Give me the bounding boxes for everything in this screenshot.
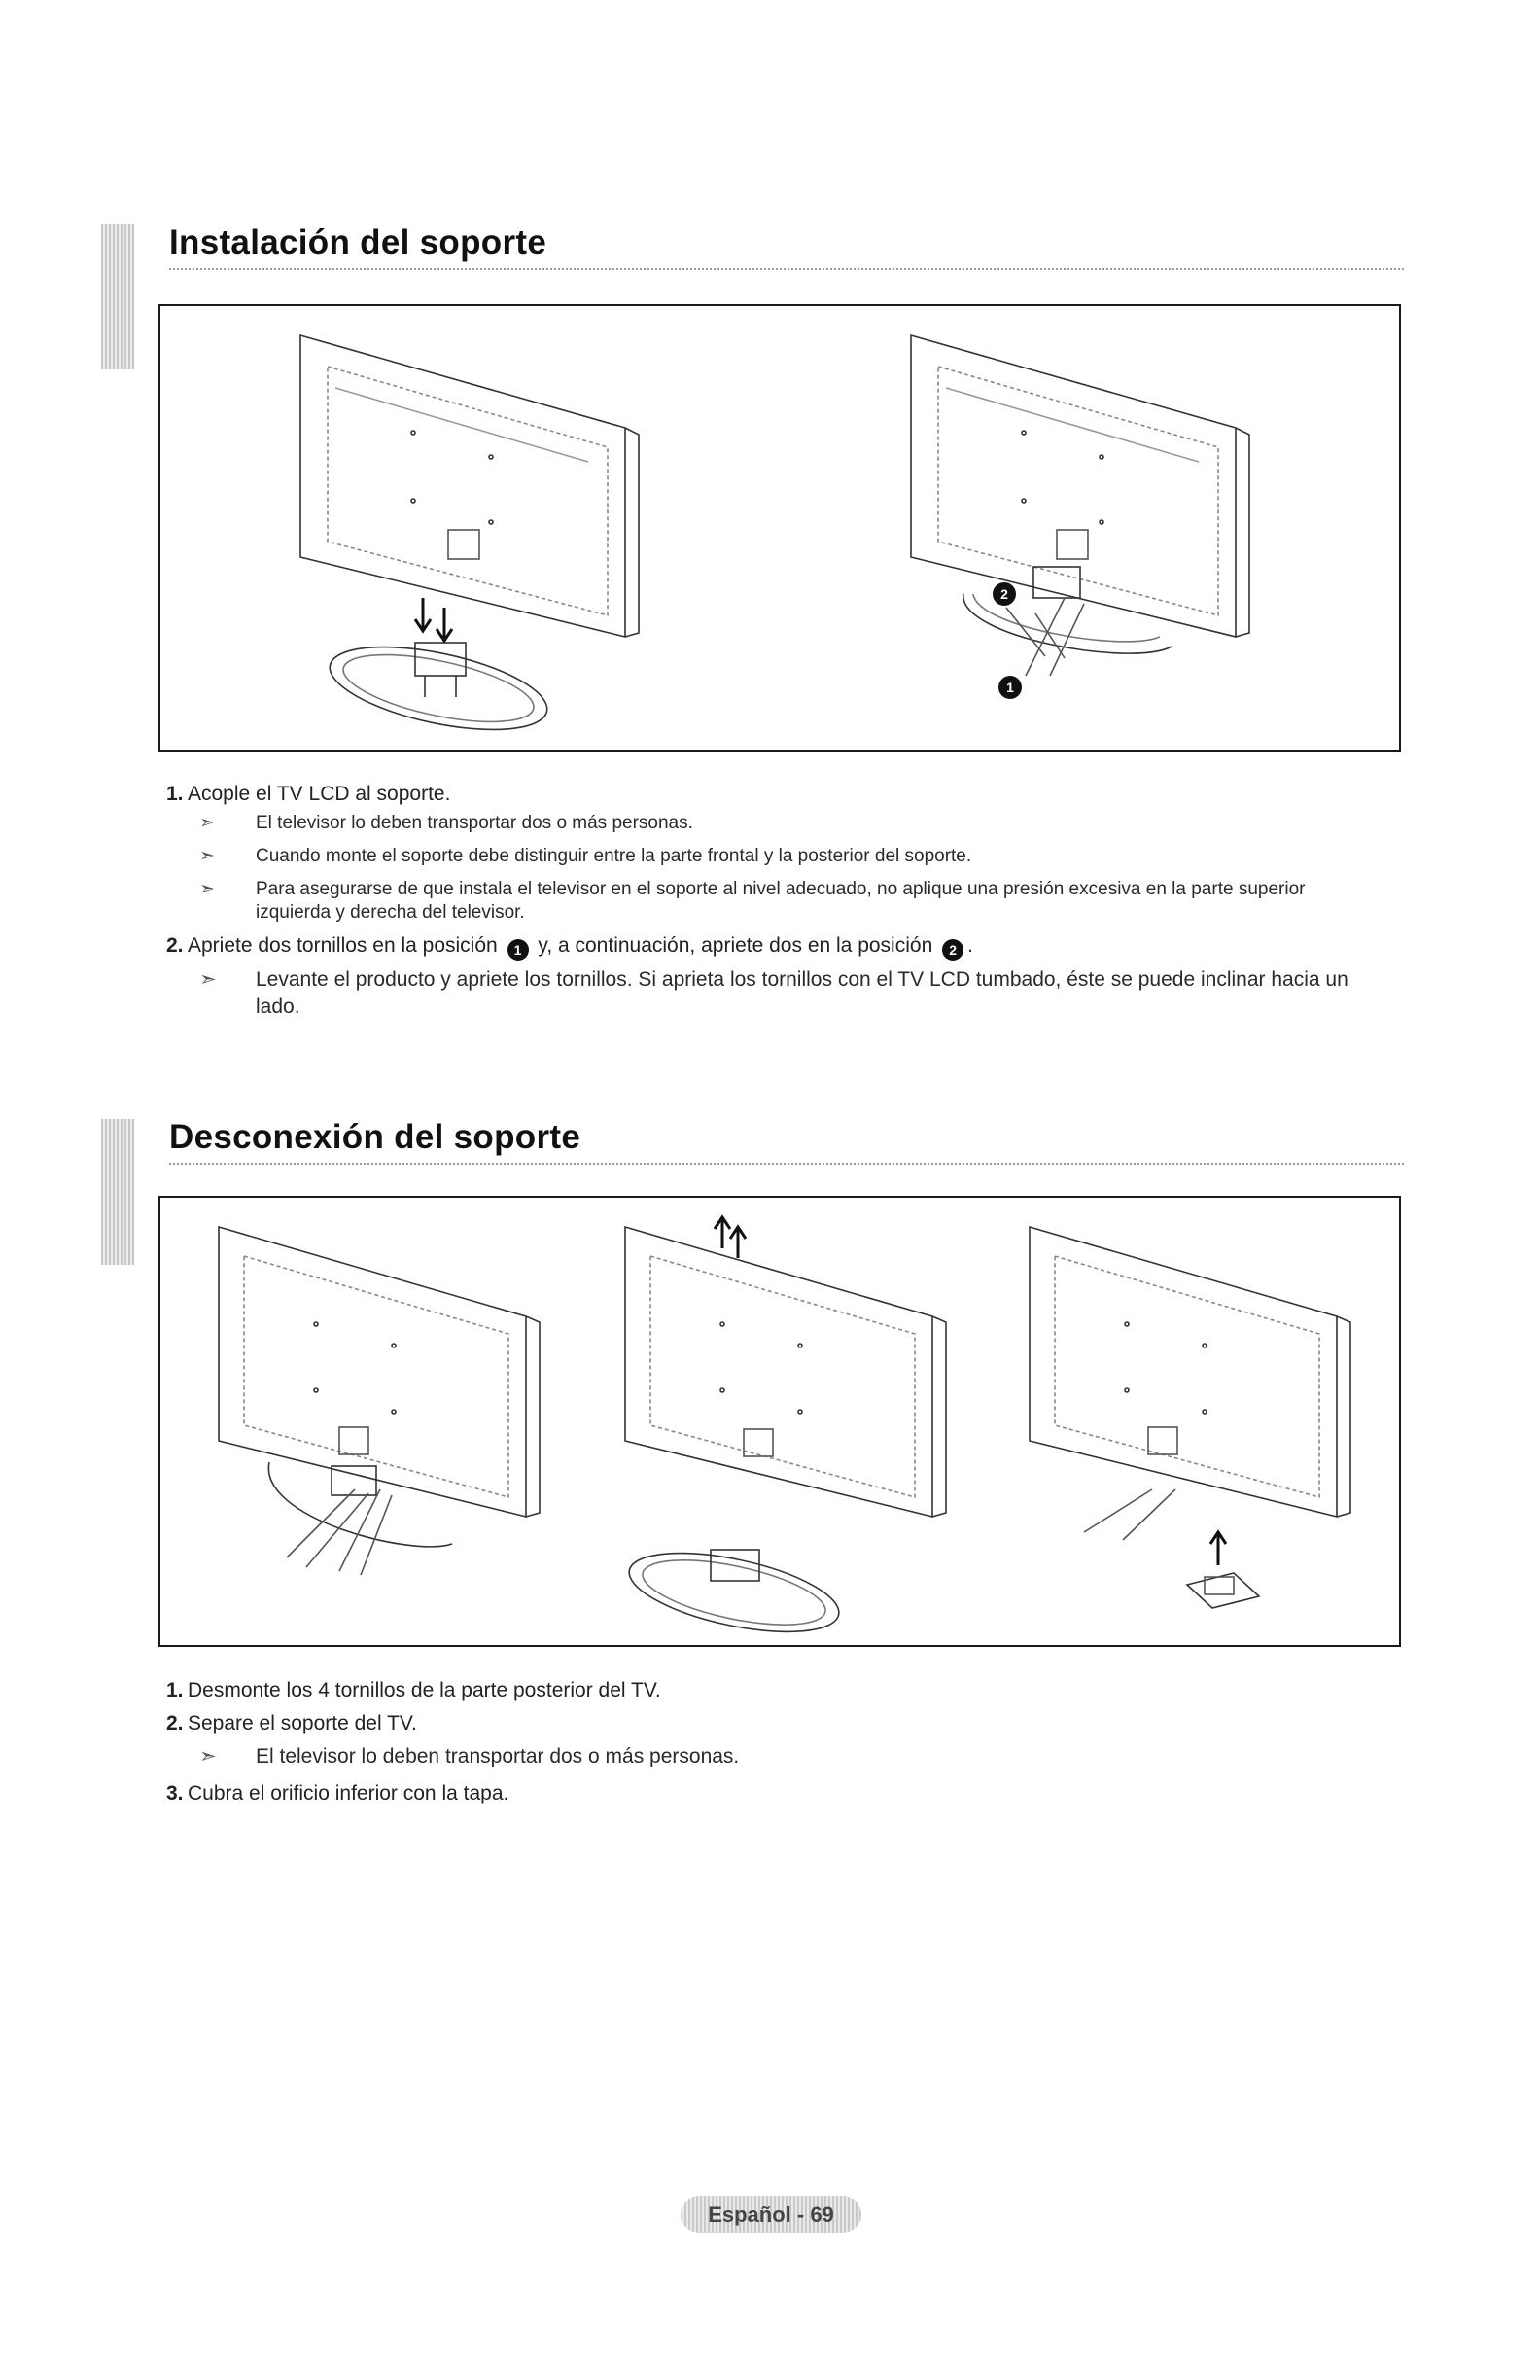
- callout-number-2: [993, 582, 1016, 606]
- list-item: 1. Desmonte los 4 tornillos de la parte posterior del TV.: [166, 1679, 661, 1701]
- list-item: 3. Cubra el orificio inferior con la tapa.: [166, 1782, 509, 1804]
- list-item: 2. Separe el soporte del TV.: [166, 1712, 417, 1734]
- note-item: ➣ El televisor lo deben transportar dos o más personas.: [199, 813, 693, 833]
- note-item: ➣ El televisor lo deben transportar dos o más personas.: [166, 1743, 1382, 1770]
- list-item: 2. Apriete dos tornillos en la posición 1 y, a continuación, apriete dos en la posición 2 .: [166, 932, 1382, 961]
- arrow-down-icon: [415, 598, 452, 641]
- note-arrow-icon: ➣: [199, 813, 215, 833]
- arrow-up-icon: [715, 1217, 746, 1258]
- callout-number-1: [998, 676, 1022, 699]
- removal-illustration: [160, 1198, 1399, 1645]
- note-item: ➣ Levante el producto y apriete los tornillos. Si aprieta los tornillos con el TV LCD tumbado, éste se puede inclinar hacia un lado.: [199, 968, 1348, 1018]
- tv-illustration: [625, 1227, 946, 1517]
- section-sidebar-bar: [101, 1119, 134, 1265]
- installation-steps: [166, 781, 1382, 1021]
- note-item: ➣ Cuando monte el soporte debe distinguir entre la parte frontal y la posterior del soporte.: [199, 846, 972, 866]
- tv-illustration: [300, 335, 639, 637]
- section-title-installation: Instalación del soporte: [169, 224, 547, 262]
- stand-illustration: [963, 567, 1172, 676]
- section-rule: [169, 1163, 1404, 1165]
- page-number-badge: [681, 2196, 861, 2233]
- section-sidebar-bar: [101, 224, 134, 369]
- note-item: ➣ Para asegurarse de que instala el televisor en el soporte al nivel adecuado, no aplique una presión excesiva en la parte superior izquierda y derecha del televisor.: [199, 879, 1306, 923]
- stand-illustration: [622, 1538, 845, 1645]
- installation-illustration: [160, 306, 1399, 750]
- note-arrow-icon: ➣: [199, 1745, 217, 1768]
- installation-figure: [158, 304, 1401, 752]
- tv-illustration: [1030, 1227, 1350, 1540]
- cover-illustration: [1187, 1573, 1259, 1608]
- note-arrow-icon: ➣: [199, 879, 215, 899]
- removal-steps: [166, 1677, 1382, 1807]
- position-marker-2: 2: [942, 939, 963, 961]
- position-marker-1: 1: [508, 939, 529, 961]
- section-rule: [169, 268, 1404, 270]
- stand-illustration: [268, 1462, 452, 1575]
- list-item: 1. Acople el TV LCD al soporte.: [166, 783, 451, 805]
- page-number-label: Español - 69: [708, 2202, 834, 2226]
- removal-figure: [158, 1196, 1401, 1647]
- note-arrow-icon: ➣: [199, 846, 215, 866]
- tv-illustration: [219, 1227, 540, 1517]
- arrow-up-icon: [1210, 1532, 1226, 1565]
- note-arrow-icon: ➣: [199, 968, 217, 991]
- section-title-removal: Desconexión del soporte: [169, 1118, 581, 1156]
- svg-text:1: 1: [1006, 680, 1014, 695]
- svg-text:2: 2: [1000, 586, 1008, 602]
- stand-illustration: [323, 631, 554, 746]
